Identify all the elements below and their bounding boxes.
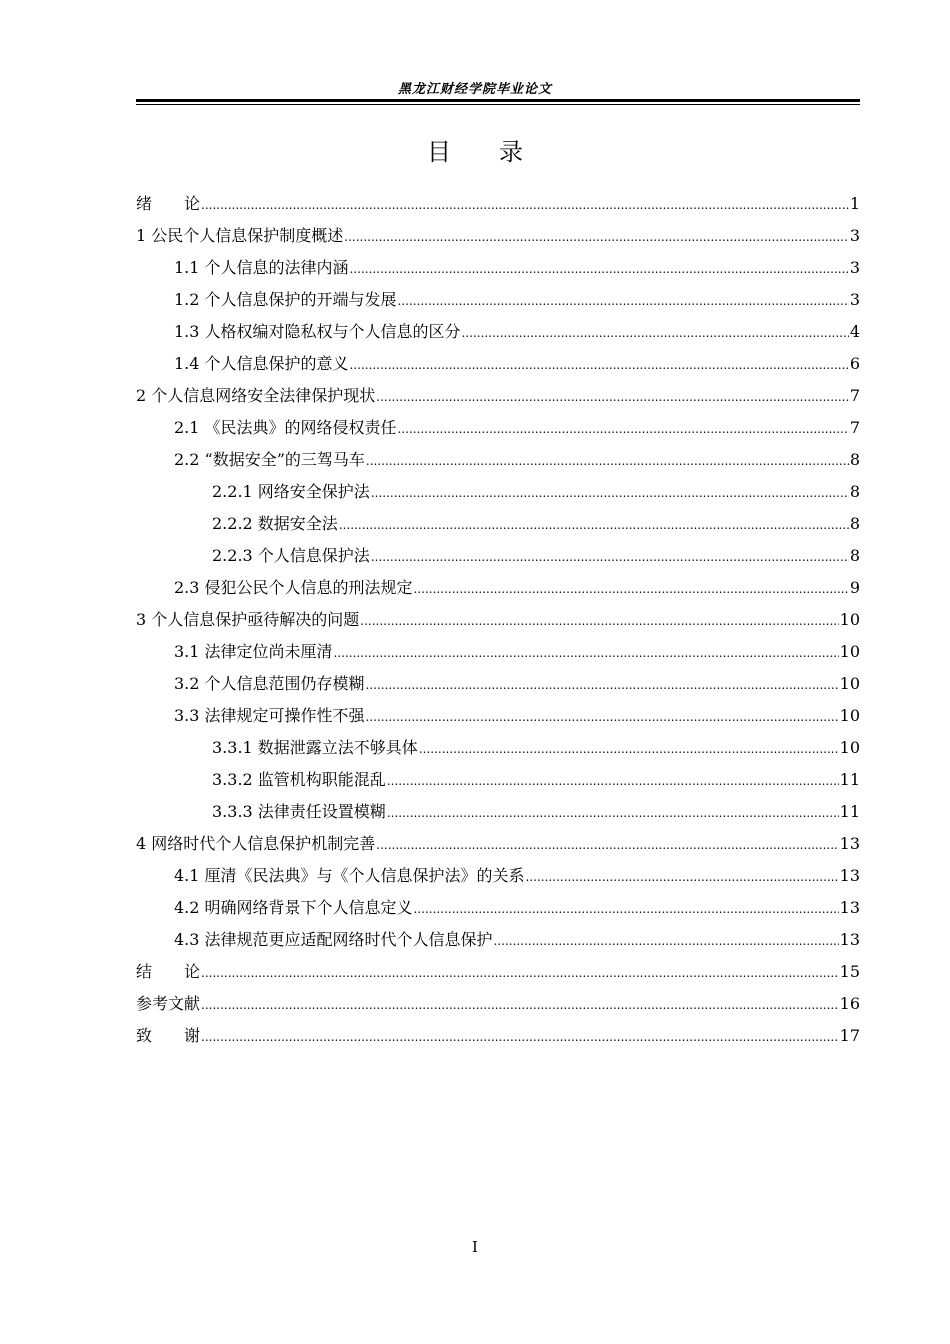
toc-entry-page: 8 [849,546,860,565]
toc-entry[interactable] [136,348,860,380]
toc-entry[interactable] [136,892,860,924]
toc-entry-label: 1 公民个人信息保护制度概述 [136,226,344,245]
toc-entry-page: 3 [849,226,860,245]
toc-dot-leader [419,733,839,765]
toc-entry[interactable] [136,956,860,988]
toc-dot-leader [494,925,839,957]
toc-entry[interactable] [136,412,860,444]
toc-entry-label: 致 谢 [136,1026,201,1045]
toc-dot-leader [366,701,839,733]
toc-entry[interactable] [136,668,860,700]
toc-entry[interactable] [136,636,860,668]
toc-dot-leader [366,445,849,477]
toc-entry-page: 13 [839,834,860,853]
toc-entry-label: 1.3 人格权编对隐私权与个人信息的区分 [174,322,461,341]
toc-entry-page: 8 [849,450,860,469]
toc-entry[interactable] [136,188,860,220]
header-rule-thin [136,104,860,105]
toc-entry[interactable] [136,316,860,348]
toc-entry[interactable] [136,796,860,828]
toc-dot-leader [398,285,849,317]
toc-entry-page: 9 [849,578,860,597]
toc-entry-label: 1.4 个人信息保护的意义 [174,354,349,373]
toc-entry-page: 10 [839,674,860,693]
toc-entry-page: 10 [839,642,860,661]
toc-entry[interactable] [136,508,860,540]
toc-entry[interactable] [136,1020,860,1052]
toc-entry-label: 2.1 《民法典》的网络侵权责任 [174,418,397,437]
toc-entry[interactable] [136,604,860,636]
toc-dot-leader [398,413,849,445]
toc-dot-leader [462,317,849,349]
toc-entry-label: 1.1 个人信息的法律内涵 [174,258,349,277]
toc-entry-label: 4.3 法律规范更应适配网络时代个人信息保护 [174,930,493,949]
toc-entry-label: 1.2 个人信息保护的开端与发展 [174,290,397,309]
toc-entry-label: 4.1 厘清《民法典》与《个人信息保护法》的关系 [174,866,525,885]
toc-entry-page: 10 [839,706,860,725]
toc-entry[interactable] [136,732,860,764]
toc-entry-label: 2.2.2 数据安全法 [212,514,338,533]
toc-entry-label: 2.2.3 个人信息保护法 [212,546,370,565]
toc-entry-page: 7 [849,418,860,437]
toc-entry-page: 13 [839,866,860,885]
toc-entry[interactable] [136,284,860,316]
toc-entry-page: 1 [849,194,860,213]
toc-entry[interactable] [136,444,860,476]
toc-entry-page: 17 [839,1026,860,1045]
toc-dot-leader [334,637,839,669]
toc-dot-leader [350,253,849,285]
toc-dot-leader [526,861,839,893]
toc-entry[interactable] [136,540,860,572]
toc-entry-label: 3.3.1 数据泄露立法不够具体 [212,738,418,757]
toc-entry-page: 10 [839,610,860,629]
toc-dot-leader [387,797,839,829]
toc-dot-leader [344,221,849,253]
toc-entry-page: 3 [849,258,860,277]
toc-dot-leader [201,189,849,221]
toc-entry-page: 3 [849,290,860,309]
toc-entry-page: 8 [849,482,860,501]
toc-entry-page: 7 [849,386,860,405]
toc-entry[interactable] [136,860,860,892]
table-of-contents [136,188,860,1052]
toc-entry-page: 13 [839,930,860,949]
toc-entry[interactable] [136,764,860,796]
toc-dot-leader [339,509,849,541]
toc-dot-leader [414,573,849,605]
toc-entry-page: 15 [839,962,860,981]
toc-entry[interactable] [136,828,860,860]
toc-dot-leader [201,989,839,1021]
toc-entry-label: 4.2 明确网络背景下个人信息定义 [174,898,413,917]
toc-dot-leader [371,477,849,509]
toc-dot-leader [387,765,839,797]
toc-entry[interactable] [136,252,860,284]
toc-entry-page: 4 [849,322,860,341]
toc-dot-leader [350,349,849,381]
toc-dot-leader [376,381,849,413]
toc-entry-label: 3 个人信息保护亟待解决的问题 [136,610,360,629]
toc-entry-page: 8 [849,514,860,533]
toc-entry-label: 2 个人信息网络安全法律保护现状 [136,386,376,405]
toc-entry-label: 3.3.2 监管机构职能混乱 [212,770,386,789]
toc-dot-leader [201,1021,839,1053]
toc-entry-label: 2.3 侵犯公民个人信息的刑法规定 [174,578,413,597]
toc-title: 目 录 [427,138,523,166]
toc-entry-label: 结 论 [136,962,201,981]
toc-entry-label: 3.1 法律定位尚未厘清 [174,642,333,661]
toc-entry[interactable] [136,380,860,412]
toc-entry[interactable] [136,988,860,1020]
toc-entry[interactable] [136,572,860,604]
toc-entry-label: 3.3.3 法律责任设置模糊 [212,802,386,821]
toc-dot-leader [414,893,839,925]
toc-dot-leader [201,957,839,989]
toc-entry-page: 11 [839,802,860,821]
running-header: 黑龙江财经学院毕业论文 [397,82,552,97]
toc-entry-label: 3.2 个人信息范围仍存模糊 [174,674,365,693]
toc-entry-page: 11 [839,770,860,789]
toc-entry-label: 2.2 “数据安全”的三驾马车 [174,450,365,469]
toc-dot-leader [360,605,838,637]
header-rule-thick [136,99,860,102]
toc-entry[interactable] [136,700,860,732]
toc-entry-label: 绪 论 [136,194,201,213]
toc-dot-leader [366,669,839,701]
toc-entry-page: 6 [849,354,860,373]
toc-dot-leader [376,829,838,861]
toc-entry-page: 10 [839,738,860,757]
toc-entry-page: 13 [839,898,860,917]
toc-entry[interactable] [136,476,860,508]
toc-entry-page: 16 [839,994,860,1013]
toc-dot-leader [371,541,849,573]
toc-entry[interactable] [136,924,860,956]
page-number: I [472,1238,478,1256]
toc-entry-label: 3.3 法律规定可操作性不强 [174,706,365,725]
toc-entry-label: 2.2.1 网络安全保护法 [212,482,370,501]
toc-entry-label: 4 网络时代个人信息保护机制完善 [136,834,376,853]
toc-entry[interactable] [136,220,860,252]
toc-entry-label: 参考文献 [136,994,201,1013]
